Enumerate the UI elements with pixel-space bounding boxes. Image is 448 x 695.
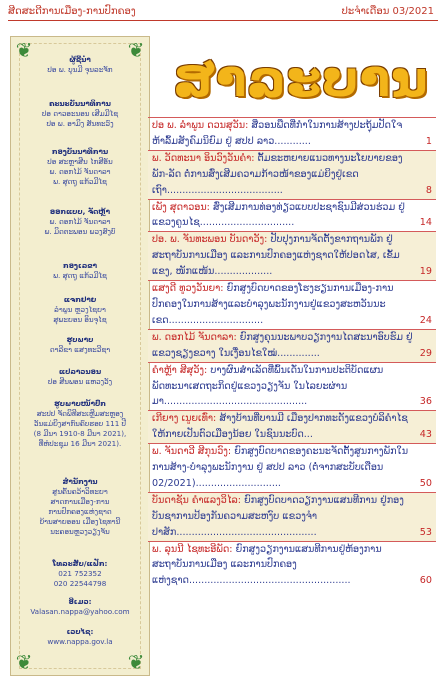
masthead-heading: ຮູບພາບ [66,335,94,344]
masthead-line: ປອ ສີນພອນ ແຫວງວັງ [47,377,113,386]
toc-page-number: 36 [419,396,432,408]
toc-article-title: ຍົກສູງບົດບາດຂອງໂຮງຮຽນການເມືອງ-ການປົກຄອງໃນການສ້າງແລະບຳລຸງພະນັກງານຢູ່ແຂວງສະຫວັນນະເຂດ............................... [152,283,394,326]
page-title: ສາລະບານ [173,50,429,108]
masthead-heading: ແຈກຢາຍ [63,295,97,304]
masthead-heading: ຜູ້ຊີ້ນຳ [69,55,91,64]
toc-author: ຄຳຫຼ້າ ສີສຸວັງ: [152,364,208,376]
masthead-block [23,99,137,129]
masthead-block [23,477,137,537]
masthead-heading: ອີເມວ: [68,597,92,606]
masthead-line: (8 ມີນາ 1910-8 ມີນາ 2021), [33,429,127,438]
masthead-line: ທີ່ຫໍປະຊຸມ 16 ມີນາ 2021). [38,439,122,448]
masthead-block [23,627,137,647]
masthead-line[interactable]: www.nappa.gov.la [47,637,113,646]
masthead-line: ພ. ສຸດຖູ ແກ້ວມີໄຊ [53,177,107,186]
masthead-block [23,335,137,355]
toc-article-title: ສີ່ວອນພືດທີ່ກຳໃນການສ້າງປະຖຸ້ມປັດໃຈຫ້າລົ້ມສັງຄົມນິຍົມ ຢູ່ ສປປ ລາວ............ [152,120,403,147]
toc-article-title: ປັບປຸງການຈັດຕັ້ງຂາກຖານພັກ ຢູ່ສະຖາບັນການເມືອງ ແລະການປົກຄອງແຫ່ງຊາດໃຫ້ປອດໄສ, ເຂັ້ມແຂງ, ໜັກແໜ້ນ................... [152,234,400,278]
masthead-block [23,559,137,589]
toc-article-title: ຍົກສູງຄຸນນະພາບວຽກງານໄດສະນາອົບຮົມ ຢູ່ແຂວງຊຽງຂວາງ ໃນເງື່ອນໄຂໃໝ່.............. [152,331,413,359]
masthead-line: ພ. ດອກໄມ້ ຈັນດາລາ [49,167,111,176]
masthead-line: ປອ ດາວອະນອນ ເສີມມີໄຊ [41,109,119,118]
masthead-line: ພ. ດອກໄມ້ ຈັນດາລາ [49,217,111,226]
masthead-line: ປອ ສະຫຼາສີນ ໄກສີອັນ [47,157,113,166]
masthead-heading: ກອງເລຂາ [63,261,97,270]
toc-author: ພ. ດອກໄມ້ ຈັນດາລາ: [152,331,237,343]
toc-page-number: 19 [419,266,432,278]
masthead-line: ປອ ພ. ອາມິງ ສັນທະວົງ [46,119,114,128]
toc-author: ພ. ຈັນດາວີ ສີກຸນວົງ: [152,446,232,458]
toc-entry[interactable] [148,329,436,362]
masthead-block [23,367,137,387]
toc-page-number: 8 [425,184,432,196]
masthead-heading: ໂທລະສັບ/ແຟັກ: [52,559,108,568]
toc-author: ປອ ພ. ລຳພູນ ດວນສຸວັນ: [152,120,249,131]
masthead-line: 021 752352 [58,569,102,578]
toc-author: ບັນດາຊັນ ຄຳແລງວິໄລ: [152,494,242,506]
masthead-line: ການປົກຄອງແຫ່ງຊາດ [48,507,112,516]
masthead-heading: ອອກແບບ, ຈັດຫຼ້າ [49,207,111,216]
masthead-line: ພ. ສຸດຖູ ແກ້ວມີໄຊ [53,271,107,280]
masthead-line: ນະຄອນຫຼວງວຽງຈັນ [50,527,110,536]
header-rule [8,20,438,21]
masthead-line: ດາລີຂາ ແສງທະວີຊາ [49,345,111,354]
masthead-line: 020 22544798 [53,579,107,588]
header-publication-name: ສີດສະດີການເມືອງ-ການປົກຄອງ [8,6,136,17]
toc-author: ພ. ລຸນນີ ໄຊທະອີພັດ: [152,543,233,555]
masthead-heading: ແປລາວນອນ [58,367,102,376]
masthead-line: ລຳພູນ ຫຼວງໄຊຍາ [54,305,106,314]
masthead-line: ພ. ມິດຕະພອນ ພວງສົງບົ [44,227,116,236]
ornament-leaf-icon: ❦ [15,38,33,62]
masthead-block [23,147,137,187]
masthead-heading: ເວບໄຊ: [66,627,94,636]
masthead-line: ສຸພະຍອນ ອິນຈຸໄຊ [53,315,107,324]
toc-entry[interactable] [148,199,436,232]
masthead-line: ສະປປ ຈັດພິທີສະເຫຼີມສະຫຼອງ [36,409,124,418]
toc-article-title: ຍົກສູງບົດບາດຂອງຄະນະຈັດຕັ້ງສູນກາງພັກໃນການສ້າງ-ບຳລຸງພະນັກງານ ຢູ່ ສປປ ລາວ (ຕໍ່ຈາກສະບັບເດືອນ 02/2021)............................ [152,446,409,489]
toc-page-number: 1 [425,135,432,147]
toc-article-title: ບາງຜົນສຳເລັດທີ່ພົ້ນເດັ່ນໃນການປະຕິບັດແຜນພັດທະນາເສດຖະກິດຢູ່ແຂວງວຽງຈັນ ໃນໄລຍະຜ່ານມາ............................................... [152,364,384,408]
masthead-block [23,597,137,617]
masthead-line: ບ້ານສາຍອອນ ເມືອງໄຊທານີ [39,517,121,526]
toc-page-number: 29 [419,347,432,359]
toc-entry[interactable] [148,280,436,329]
toc-page-number: 14 [419,217,432,229]
header-issue: ປະຈຳເດືອນ 03/2021 [341,6,434,17]
masthead-line: ສູນຄົ້ນຄວ້າວິທະຍາ [52,487,108,496]
toc-author: ເກີຍາງ ເນູຍເທົ່າ: [152,413,217,425]
toc-article-title: ຍົກສູງວຽກງານແສນທີການຢູ່ຫ້ອງການ ສະຖາບັນການເມືອງ ແລະການປົກຄອງແຫ່ງຊາດ..................................................... [152,543,382,587]
toc-author: ເພັງ ສຸດາວອນ: [152,201,210,213]
toc-page-number: 43 [419,429,432,441]
masthead-block [23,207,137,237]
toc-article-title: ຕັ້ມຂະຫຍາຍແນວທາງນະໂຍບາຍຂອງພັກ-ລັດ ຕໍ່ການສົ່ງເສີມຄວາມກ້າວໜ້າຂອງແມ່ຍິງຢູ່ເຂດເຖົາ...................................... [152,152,403,196]
masthead-block [23,261,137,281]
toc-page-number: 50 [419,477,432,489]
toc-entry[interactable] [148,117,436,150]
masthead-heading: ຄະນະບັນນາທິການ [49,99,111,108]
masthead-heading: ຮູບພາບໜ້າປົກ [54,399,106,408]
toc-entry[interactable] [148,443,436,492]
toc-article-title: ສົ່ງເສີມການທ່ອງທ່ຽວແບບປະຊາຊົນມີສ່ວນຮ່ວມ ຢູ່ແຂວງຄູນໄຊ............................... [152,201,405,229]
toc-entry[interactable] [148,150,436,199]
masthead-line: ວັນແມ່ຍິງສາກົນຄົບຮອບ 111 ປີ [33,419,127,428]
toc-page-number: 24 [419,314,432,326]
table-of-contents [148,117,436,589]
toc-entry[interactable] [148,410,436,443]
toc-page-number: 53 [419,526,432,538]
masthead-block [23,55,137,75]
toc-page-number: 60 [419,575,432,587]
ornament-leaf-icon: ❦ [15,650,33,674]
toc-entry[interactable] [148,541,436,590]
toc-author: ປອ. ພ. ຈັນທະພອນ ບັນດາວັງ: [152,234,268,246]
masthead-line[interactable]: Valasan.nappa@yahoo.com [30,607,130,616]
ornament-leaf-icon: ❦ [127,650,145,674]
toc-article-title: ຍົກສູງບົດບາດວຽກງານແສນທີການ ຢູ່ກອງບັນຊາການປ້ອງກັນຄວາມສະຫງົບ ແຂວງຈຳປາສັກ.............................................. [152,494,404,538]
masthead-line: ສາດການເມືອງ-ການ [50,497,110,506]
masthead-line: ປອ ພ. ບຸນມີ ຈຸນລະຈັກ [47,65,113,74]
toc-article-title: ສ້າງບ້ານທີ່ບານມີ ເມືອງປາກທະດັງແຂວງບໍລິຄຳໄຊ ໃຫ້ກາຍເປັນຕົວເມືອງນ້ອຍ ໃນຊົນນະບົດ... [152,413,408,441]
toc-entry[interactable] [148,362,436,411]
toc-entry[interactable] [148,231,436,280]
ornament-leaf-icon: ❦ [127,38,145,62]
masthead-block [23,399,137,449]
toc-author: ແສງດີ ທູວງວັນຍາ: [152,283,224,295]
toc-entry[interactable] [148,492,436,541]
masthead-heading: ກອງບັນນາທິການ [51,147,109,156]
toc-author: ພ. ວັດທະນາ ອິນວົງວັນຄຳ: [152,152,255,164]
masthead-block [23,295,137,325]
masthead-heading: ສຳນັກງານ [62,477,98,486]
page-header [0,0,448,22]
masthead-sidebar [10,36,150,676]
